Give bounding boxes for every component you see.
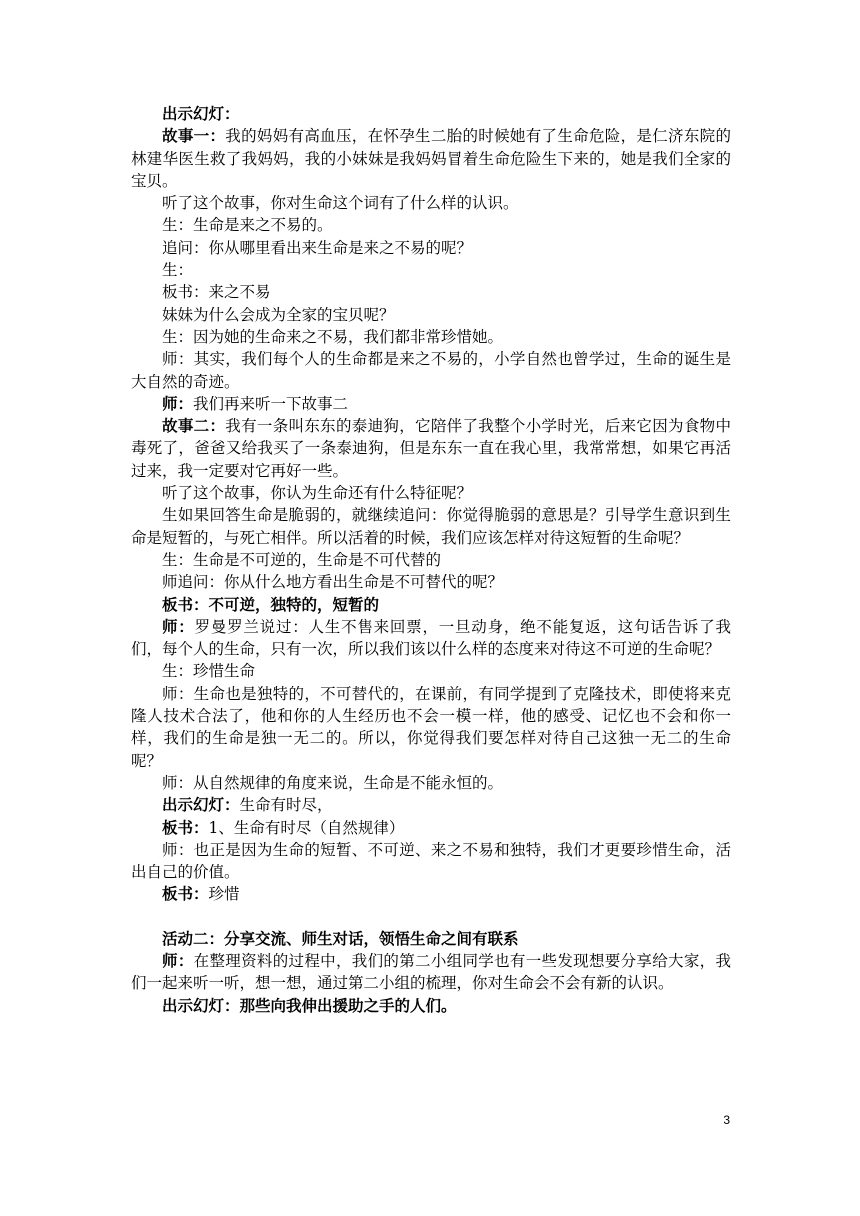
- paragraph-text: 追问：你从哪里看出来生命是来之不易的呢？: [162, 238, 473, 257]
- paragraph-text: 听了这个故事，你认为生命还有什么特征呢？: [162, 484, 473, 503]
- paragraph: [131, 794, 731, 816]
- paragraph-text: 珍惜: [208, 885, 240, 904]
- paragraph-text: 师：从自然规律的角度来说，生命是不能永恒的。: [162, 773, 504, 792]
- paragraph-text: 生如果回答生命是脆弱的，就继续追问：你觉得脆弱的意思是？引导学生意识到生命是短暂的，与死亡相伴。所以活着的时候，我们应该怎样对待这短暂的生命呢？: [131, 506, 731, 547]
- paragraph: [131, 772, 731, 794]
- paragraph: [131, 326, 731, 348]
- bold-label: 师：: [162, 616, 195, 636]
- paragraph-text: 师：其实，我们每个人的生命都是来之不易的，小学自然也曾学过，生命的诞生是大自然的奇迹。: [131, 350, 731, 391]
- paragraph-text: 生：因为她的生命来之不易，我们都非常珍惜她。: [162, 327, 504, 346]
- paragraph: [131, 304, 731, 326]
- paragraph-text: 师：也正是因为生命的短暂、不可逆、来之不易和独特，我们才更要珍惜生命，活出自己的价值。: [131, 840, 731, 882]
- paragraph: [131, 683, 731, 772]
- paragraph: [131, 995, 731, 1017]
- page-number: 3: [723, 1113, 730, 1127]
- paragraph-text: 我有一条叫东东的泰迪狗，它陪伴了我整个小学时光，后来它因为食物中毒死了，爸爸又给我买了一条泰迪狗，但是东东一直在我心里，我常常想，如果它再活过来，我一定要对它再好一些。: [131, 417, 731, 480]
- paragraph: [131, 839, 731, 884]
- bold-label: 故事一：: [162, 126, 226, 146]
- paragraph: [131, 549, 731, 571]
- paragraph: [131, 192, 731, 214]
- paragraph-text: 生：生命是不可逆的，生命是不可代替的: [162, 550, 442, 569]
- paragraph-text: 生：珍惜生命: [162, 662, 256, 681]
- bold-label: 出示幻灯：那些向我伸出援助之手的人们。: [162, 995, 457, 1015]
- paragraph-text: 妹妹为什么会成为全家的宝贝呢？: [162, 305, 395, 324]
- paragraph-text: 听了这个故事，你对生命这个词有了什么样的认识。: [162, 194, 519, 213]
- section-heading: [131, 928, 731, 950]
- paragraph: [131, 616, 731, 661]
- paragraph: [131, 950, 731, 995]
- paragraph-text: 我的妈妈有高血压，在怀孕生二胎的时候她有了生命危险，是仁济东院的林建华医生救了我妈妈，我的小妹妹是我妈妈冒着生命危险生下来的，她是我们全家的宝贝。: [131, 127, 731, 190]
- paragraph: [131, 594, 731, 616]
- paragraph-text: 板书：来之不易: [162, 283, 271, 302]
- bold-label: 出示幻灯：: [162, 104, 240, 123]
- paragraph: [131, 214, 731, 236]
- bold-label: 板书：: [162, 817, 209, 837]
- blank-line: [131, 906, 731, 928]
- paragraph: [131, 571, 731, 593]
- bold-label: 故事二：: [162, 416, 226, 436]
- paragraph-text: 师：生命也是独特的，不可替代的，在课前，有同学提到了克隆技术，即使将来克隆人技术合法了，他和你的人生经历也不会一模一样，他的感受、记忆也不会和你一样，我们的生命是独一无二的。所以，你觉得我们要怎样对待自己这独一无二的生命呢？: [131, 684, 731, 770]
- paragraph: [131, 883, 731, 905]
- bold-label: 师：: [162, 950, 194, 970]
- paragraph-text: 生：生命是来之不易的。: [162, 216, 333, 235]
- paragraph-text: 师追问：你从什么地方看出生命是不可替代的呢？: [162, 573, 504, 592]
- paragraph: [131, 348, 731, 393]
- paragraph-text: 我们再来听一下故事二: [193, 394, 349, 413]
- paragraph: [131, 660, 731, 682]
- paragraph-text: 生命有时尽，: [239, 796, 333, 815]
- bold-label: 板书：不可逆，独特的，短暂的: [162, 594, 380, 614]
- paragraph: [131, 125, 731, 192]
- bold-label: 板书：: [162, 884, 209, 904]
- paragraph-text: 1、生命有时尽（自然规律）: [208, 818, 405, 837]
- paragraph: [131, 504, 731, 549]
- paragraph-text: 生：: [162, 261, 194, 280]
- paragraph: [131, 259, 731, 281]
- bold-label: 出示幻灯：: [162, 795, 240, 815]
- bold-label: 活动二：分享交流、师生对话，领悟生命之间有联系: [162, 928, 519, 948]
- paragraph: [131, 103, 731, 125]
- paragraph: [131, 415, 731, 482]
- paragraph: [131, 393, 731, 415]
- paragraph: [131, 817, 731, 839]
- bold-label: 师：: [162, 393, 194, 413]
- paragraph-text: 罗曼罗兰说过：人生不售来回票，一旦动身，绝不能复返，这句话告诉了我们，每个人的生命，只有一次，所以我们该以什么样的态度来对待这不可逆的生命呢？: [131, 617, 731, 659]
- paragraph: [131, 281, 731, 303]
- paragraph-text: 在整理资料的过程中，我们的第二小组同学也有一些发现想要分享给大家，我们一起来听一听，想一想，通过第二小组的梳理，你对生命会不会有新的认识。: [131, 951, 731, 993]
- paragraph: [131, 237, 731, 259]
- paragraph: [131, 482, 731, 504]
- document-body: [131, 103, 731, 1017]
